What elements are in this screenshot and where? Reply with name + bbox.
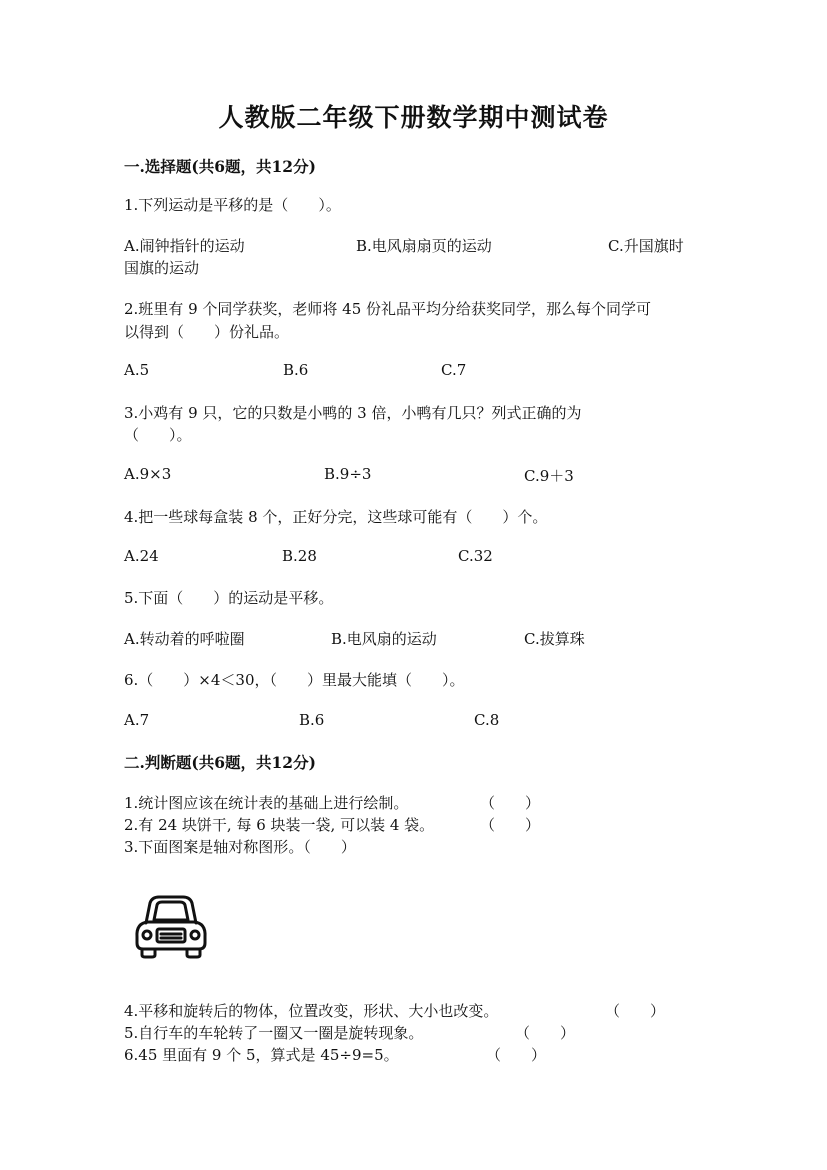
judge-item-2: 2.有 24 块饼干, 每 6 块装一袋, 可以装 4 袋。 <box>124 816 435 834</box>
judge-item-2-blank: （ ） <box>480 816 541 834</box>
question-2-stem-line2: 以得到（ ）份礼品。 <box>124 323 290 341</box>
question-1-option-b: B.电风扇扇页的运动 <box>356 237 492 255</box>
question-4-option-a: A.24 <box>124 547 159 565</box>
question-2-option-b: B.6 <box>283 361 309 379</box>
question-3-option-b: B.9÷3 <box>324 465 372 483</box>
question-5-option-b: B.电风扇的运动 <box>331 630 437 648</box>
question-6-stem: 6.（ ）×4＜30，（ ）里最大能填（ ）。 <box>124 671 465 689</box>
question-2-option-c: C.7 <box>441 361 467 379</box>
question-3-option-a: A.9×3 <box>124 465 172 483</box>
question-6-option-a: A.7 <box>124 711 150 729</box>
judge-item-3: 3.下面图案是轴对称图形。（ ） <box>124 838 356 856</box>
question-5-option-c: C.拔算珠 <box>524 630 585 648</box>
judge-item-6-blank: （ ） <box>486 1046 547 1064</box>
question-6-option-c: C.8 <box>474 711 500 729</box>
judge-item-6: 6.45 里面有 9 个 5，算式是 45÷9=5。 <box>124 1046 399 1064</box>
section-1-heading: 一.选择题(共6题，共12分) <box>124 157 316 176</box>
page-title: 人教版二年级下册数学期中测试卷 <box>218 103 609 132</box>
judge-item-5-blank: （ ） <box>515 1024 576 1042</box>
section-2-heading: 二.判断题(共6题，共12分) <box>124 753 316 772</box>
question-3-stem-line1: 3.小鸡有 9 只，它的只数是小鸭的 3 倍，小鸭有几只？列式正确的为 <box>124 404 582 422</box>
question-4-stem: 4.把一些球每盒装 8 个，正好分完，这些球可能有（ ）个。 <box>124 508 548 526</box>
judge-item-1-blank: （ ） <box>480 794 541 812</box>
judge-item-5: 5.自行车的车轮转了一圈又一圈是旋转现象。 <box>124 1024 424 1042</box>
question-6-option-b: B.6 <box>299 711 325 729</box>
judge-item-1: 1.统计图应该在统计表的基础上进行绘制。 <box>124 794 409 812</box>
question-3-option-c: C.9＋3 <box>524 467 574 485</box>
judge-item-4: 4.平移和旋转后的物体，位置改变，形状、大小也改变。 <box>124 1002 499 1020</box>
question-1-option-c-cont: 国旗的运动 <box>124 259 200 277</box>
judge-item-4-blank: （ ） <box>605 1002 666 1020</box>
question-4-option-c: C.32 <box>458 547 493 565</box>
question-1-stem: 1.下列运动是平移的是（ ）。 <box>124 196 341 214</box>
question-5-stem: 5.下面（ ）的运动是平移。 <box>124 589 334 607</box>
question-2-stem-line1: 2.班里有 9 个同学获奖，老师将 45 份礼品平均分给获奖同学，那么每个同学可 <box>124 300 652 318</box>
question-1-option-c: C.升国旗时 <box>608 237 684 255</box>
question-1-option-a: A.闹钟指针的运动 <box>124 237 245 255</box>
question-2-option-a: A.5 <box>124 361 150 379</box>
question-4-option-b: B.28 <box>282 547 317 565</box>
question-3-stem-line2: （ ）。 <box>124 426 192 444</box>
question-5-option-a: A.转动着的呼啦圈 <box>124 630 245 648</box>
car-icon <box>132 893 210 959</box>
